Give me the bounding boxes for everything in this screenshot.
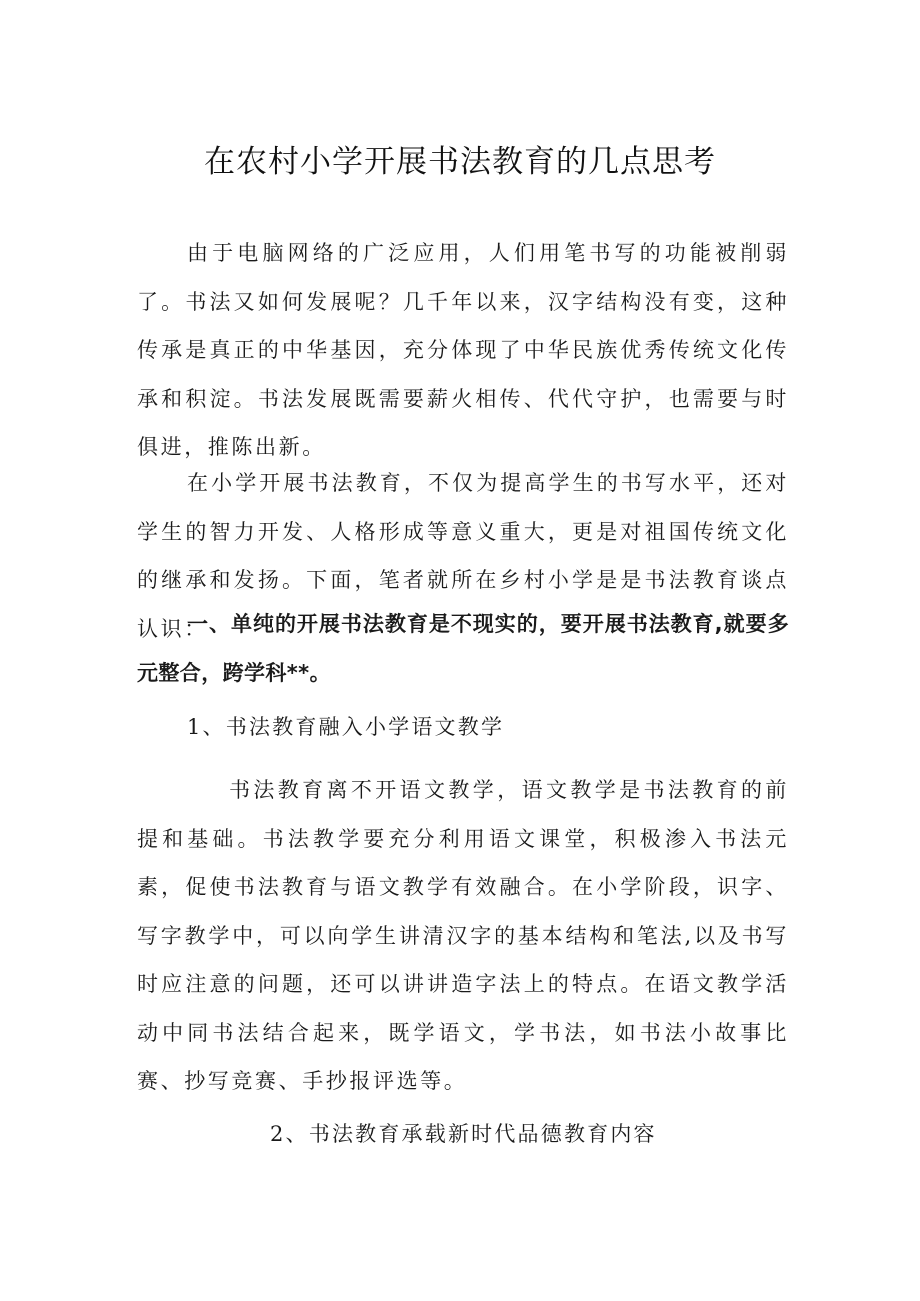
chinese-teaching-paragraph: 书法教育离不开语文教学，语文教学是书法教育的前提和基础。书法教学要充分利用语文课堂，积极渗入书法元素，促使书法教育与语文教学有效融合。在小学阶段，识字、写字教学中，可以向学生讲清汉字的基本结构和笔法,以及书写时应注意的问题，还可以讲讲造字法上的特点。在语文教学活动中同书法结合起来，既学语文，学书法，如书法小故事比赛、抄写竞赛、手抄报评选等。	[137, 778, 789, 1093]
intro-paragraph: 由于电脑网络的广泛应用，人们用笔书写的功能被削弱了。书法又如何发展呢？几千年以来，汉字结构没有变，这种传承是真正的中华基因，充分体现了中华民族优秀传统文化传承和积淀。书法发展既需要薪火相传、代代守护，也需要与时俱进，推陈出新。	[137, 241, 789, 459]
purpose-paragraph: 在小学开展书法教育，不仅为提高学生的书写水平，还对学生的智力开发、人格形成等意义重大，更是对祖国传统文化的继承和发扬。下面，笔者就所在乡村小学是是书法教育谈点认识：	[137, 471, 789, 641]
document-title: 在农村小学开展书法教育的几点思考	[204, 144, 716, 180]
subheading-1: 1、书法教育融入小学语文教学	[187, 715, 505, 739]
section-heading: 一、单纯的开展书法教育是不现实的，要开展书法教育,就要多元整合，跨学科**。	[137, 612, 789, 685]
subheading-2: 2、书法教育承载新时代品德教育内容	[270, 1122, 657, 1146]
